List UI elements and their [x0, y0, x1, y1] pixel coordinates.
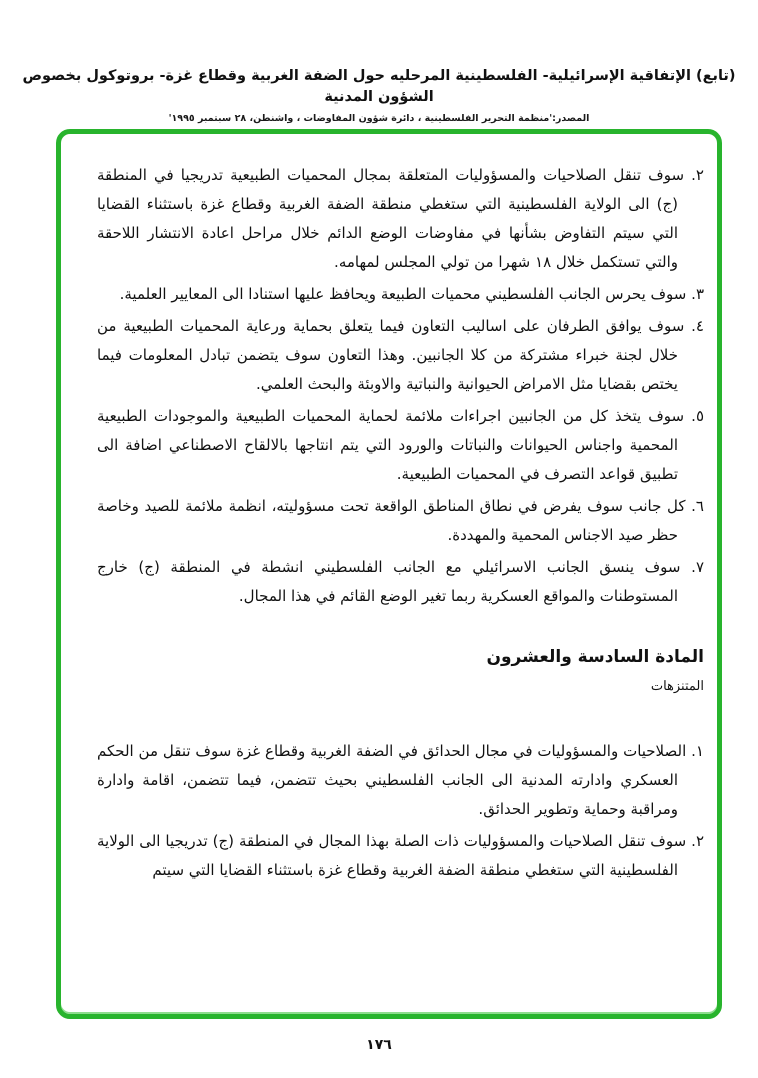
item-number: ٦. — [691, 497, 704, 515]
list-item — [97, 312, 704, 399]
parks-list — [97, 737, 704, 885]
item-number: ٢. — [691, 832, 704, 850]
item-number: ٣. — [691, 285, 704, 303]
item-number: ٤. — [691, 317, 704, 335]
item-text: سوف يوافق الطرفان على اساليب التعاون فيما يتعلق بحماية ورعاية المحميات الطبيعية من خلال لجنة خبراء مشتركة من كلا الجانبين. وهذا التعاون سوف يتضمن تبادل المعلومات فيما يختص بقضايا مثل الامراض الحيوانية والنباتية والاوبئة والبحث العلمي. — [97, 317, 685, 393]
item-text: سوف ينسق الجانب الاسرائيلي مع الجانب الفلسطيني انشطة في المنطقة (ج) خارج المستوطنات والمواقع العسكرية ربما تغير الوضع القائم في هذا المجال. — [97, 558, 681, 605]
item-text: سوف يتخذ كل من الجانبين اجراءات ملائمة لحماية المحميات الطبيعية والموجودات الطبيعية المحمية واجناس الحيوانات والنباتات والورود التي يتم انتاجها بالالقاح الاصطناعي اضافة الى تطبيق قواعد التصرف في المحميات الطبيعية. — [97, 407, 685, 483]
item-text: الصلاحيات والمسؤوليات في مجال الحدائق في الضفة الغربية وقطاع غزة سوف تنقل من الحكم العسكري وادارته المدنية الى الجانب الفلسطيني بحيث تتضمن، فيما تتضمن، اقامة وادارة ومراقبة وحماية وتطوير الحدائق. — [97, 742, 687, 818]
page-number: ١٧٦ — [366, 1037, 392, 1053]
article-heading: المادة السادسة والعشرون — [486, 647, 704, 667]
list-item — [97, 280, 704, 309]
list-item — [97, 737, 704, 824]
list-item — [97, 492, 704, 550]
item-text: كل جانب سوف يفرض في نطاق المناطق الواقعة تحت مسؤوليته، انظمة ملائمة للصيد وخاصة حظر صيد الاجناس المحمية والمهددة. — [97, 497, 686, 544]
article-subheading: المتنزهات — [650, 679, 704, 694]
item-number: ٢. — [691, 166, 704, 184]
nature-reserves-list — [97, 161, 704, 611]
frame-content — [61, 134, 717, 1014]
list-item — [97, 827, 704, 885]
list-item — [97, 161, 704, 277]
item-text: سوف تنقل الصلاحيات والمسؤوليات ذات الصلة بهذا المجال في المنطقة (ج) تدريجيا الى الولاية الفلسطينية التي ستغطي منطقة الضفة الغربية وقطاع غزة باستثناء القضايا التي سيتم — [97, 832, 687, 879]
article-26-block — [97, 645, 704, 696]
list-item — [97, 402, 704, 489]
document-header — [18, 66, 740, 124]
item-number: ١. — [691, 742, 704, 760]
item-text: سوف يحرس الجانب الفلسطيني محميات الطبيعة ويحافظ عليها استنادا الى المعايير العلمية. — [119, 285, 687, 303]
item-text: سوف تنقل الصلاحيات والمسؤوليات المتعلقة بمجال المحميات الطبيعية تدريجيا في المنطقة (ج) الى الولاية الفلسطينية التي ستغطي منطقة الضفة الغربية وقطاع غزة باستثناء القضايا التي سيتم التفاوض بشأنها في مفاوضات الوضع الدائم خلال مراحل اعادة الانتشار اللاحقة والتي تستكمل خلال ١٨ شهرا من تولي المجلس لمهامه. — [97, 166, 685, 271]
document-source-line: المصدر:'منظمة التحرير الفلسطينية ، دائرة شؤون المفاوضات ، واشنطن، ٢٨ سبتمبر ١٩٩٥' — [168, 113, 590, 124]
document-title: (تابع) الإتفاقية الإسرائيلية- الفلسطينية المرحليه حول الضفة الغربية وقطاع غزة- بروتوكول بخصوص الشؤون المدنية — [22, 68, 736, 105]
green-frame — [56, 129, 722, 1019]
item-number: ٥. — [691, 407, 704, 425]
list-item — [97, 553, 704, 611]
item-number: ٧. — [691, 558, 704, 576]
